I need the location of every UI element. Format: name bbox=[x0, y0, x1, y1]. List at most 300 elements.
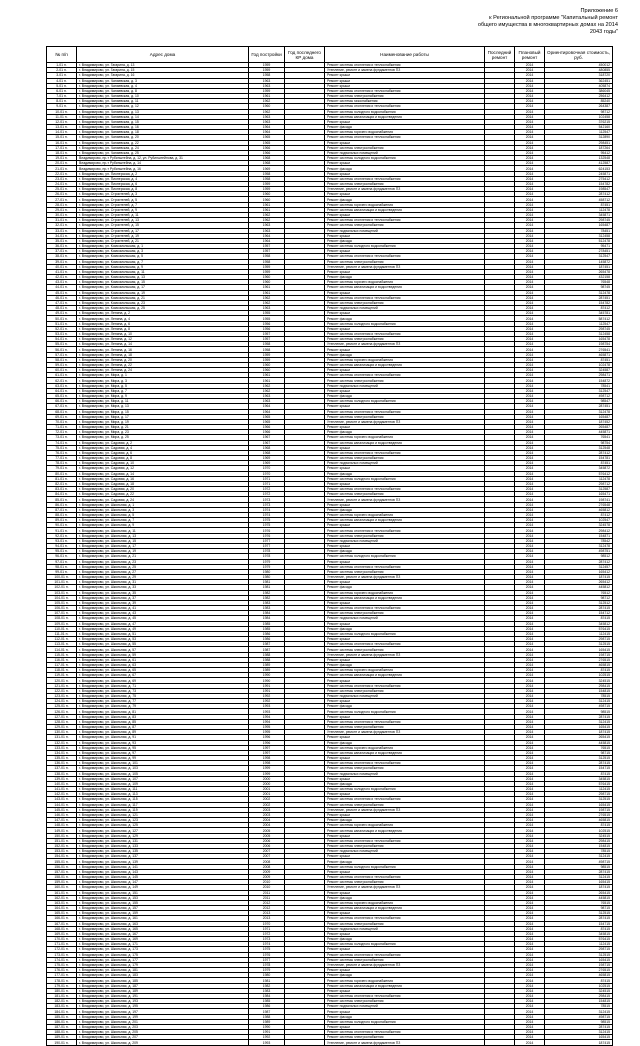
cell-cost: 445812 bbox=[545, 585, 613, 590]
table-row bbox=[47, 125, 613, 130]
cell-cost: 312478 bbox=[545, 409, 613, 414]
table-row bbox=[47, 895, 613, 900]
cell-num: 178-01 п. bbox=[47, 978, 77, 983]
cell-address: г. Владимирово, ул. Школьная, д. 77 bbox=[77, 699, 249, 704]
cell-address: г. Владимирово, ул. Школьная, д. 149 bbox=[77, 885, 249, 890]
cell-cost: 312415 bbox=[545, 719, 613, 724]
cell-num: 177-01 п. bbox=[47, 973, 77, 978]
cell-plan-year: 2014 bbox=[515, 849, 545, 854]
cell-num: 181-01 п. bbox=[47, 993, 77, 998]
cell-num: 52-01 п. bbox=[47, 326, 77, 331]
cell-num: 25-01 п. bbox=[47, 187, 77, 192]
cell-cost: 287415 bbox=[545, 761, 613, 766]
table-row bbox=[47, 869, 613, 874]
cell-cost: 98547 bbox=[545, 399, 613, 404]
cell-num: 97-01 п. bbox=[47, 559, 77, 564]
cell-work: Ремонт крыши bbox=[325, 192, 485, 197]
cell-address: г. Владимирово, ул. Школьная, д. 75 bbox=[77, 693, 249, 698]
cell-work: Ремонт системы канализации и водоотведения bbox=[325, 362, 485, 367]
cell-num: 46-01 п. bbox=[47, 295, 77, 300]
cell-num: 15-01 п. bbox=[47, 135, 77, 140]
cell-built: 1971 bbox=[249, 476, 285, 481]
cell-plan-year: 2014 bbox=[515, 321, 545, 326]
cell-address: г. Владимирово, ул. Школьная, д. 79 bbox=[77, 704, 249, 709]
cell-num: 82-01 п. bbox=[47, 481, 77, 486]
cell-address: г. Владимирово, ул. Строителей, д. 13 bbox=[77, 218, 249, 223]
cell-cost: 112415 bbox=[545, 787, 613, 792]
cell-work: Ремонт крыши bbox=[325, 171, 485, 176]
cell-address: г. Владимирово, ул. Школьная, д. 183 bbox=[77, 973, 249, 978]
cell-cost: 445815 bbox=[545, 740, 613, 745]
cell-plan-year: 2014 bbox=[515, 900, 545, 905]
cell-address: г. Владимирово, ул. Школьная, д. 117 bbox=[77, 802, 249, 807]
cell-cost: 298415 bbox=[545, 683, 613, 688]
table-row bbox=[47, 523, 613, 528]
cell-num: 61-01 п. bbox=[47, 373, 77, 378]
cell-cost: 98712 bbox=[545, 109, 613, 114]
table-row bbox=[47, 1019, 613, 1024]
cell-address: г. Владимирово, ул. Чапаевская, д. 16 bbox=[77, 125, 249, 130]
cell-built: 1966 bbox=[249, 145, 285, 150]
cell-address: г. Владимирово, ул. Чапаевская, д. 3 bbox=[77, 78, 249, 83]
cell-plan-year: 2014 bbox=[515, 492, 545, 497]
cell-address: г. Владимирово, ул. Школьная, д. 5 bbox=[77, 512, 249, 517]
cell-built: 1962 bbox=[249, 109, 285, 114]
cell-plan-year: 2014 bbox=[515, 88, 545, 93]
cell-cost: 298715 bbox=[545, 637, 613, 642]
cell-cost: 265412 bbox=[545, 580, 613, 585]
cell-address: г. Владимирово, ул. Чапаевская, д. 22 bbox=[77, 140, 249, 145]
cell-cost: 324515 bbox=[545, 988, 613, 993]
cell-cost: 102515 bbox=[545, 673, 613, 678]
cell-cost: 145872 bbox=[545, 259, 613, 264]
table-row bbox=[47, 931, 613, 936]
cell-cost: 112415 bbox=[545, 942, 613, 947]
cell-plan-year: 2014 bbox=[515, 683, 545, 688]
cell-plan-year: 2014 bbox=[515, 725, 545, 730]
table-row bbox=[47, 331, 613, 336]
cell-cost: 76515 bbox=[545, 900, 613, 905]
cell-cost: 165415 bbox=[545, 725, 613, 730]
cell-num: 13-01 п. bbox=[47, 125, 77, 130]
cell-plan-year: 2014 bbox=[515, 554, 545, 559]
cell-plan-year: 2014 bbox=[515, 430, 545, 435]
cell-address: г. Владимирово, ул. Школьная, д. 83 bbox=[77, 714, 249, 719]
table-row bbox=[47, 259, 613, 264]
cell-cost: 576415 bbox=[545, 626, 613, 631]
table-row bbox=[47, 735, 613, 740]
table-row bbox=[47, 352, 613, 357]
cell-cost: 98745 bbox=[545, 285, 613, 290]
cell-num: 188-01 п. bbox=[47, 1030, 77, 1035]
cell-work: Ремонт системы холодного водоснабжения bbox=[325, 321, 485, 326]
cell-built: 1964 bbox=[249, 233, 285, 238]
cell-address: г. Владимирово, ул. Ленина, д. 24 bbox=[77, 368, 249, 373]
cell-cost: 112478 bbox=[545, 476, 613, 481]
cell-address: г. Владимирово, ул. Школьная, д. 57 bbox=[77, 647, 249, 652]
cell-built: 1964 bbox=[249, 125, 285, 130]
cell-cost: 276515 bbox=[545, 657, 613, 662]
cell-plan-year: 2014 bbox=[515, 983, 545, 988]
cell-work: Ремонт крыши bbox=[325, 1009, 485, 1014]
cell-address: г. Владимирово, ул. Школьная, д. 25 bbox=[77, 564, 249, 569]
cell-num: 74-01 п. bbox=[47, 440, 77, 445]
table-row bbox=[47, 559, 613, 564]
table-row bbox=[47, 802, 613, 807]
cell-address: г. Владимирово, ул. Школьная, д. 157 bbox=[77, 906, 249, 911]
cell-num: 19-01 п. bbox=[47, 156, 77, 161]
cell-num: 59-01 п. bbox=[47, 362, 77, 367]
cell-num: 17-01 п. bbox=[47, 145, 77, 150]
cell-built: 1982 bbox=[249, 590, 285, 595]
cell-work: Утепление, ремонт и замена фундаментов ПЗ bbox=[325, 575, 485, 580]
cell-built: 1960 bbox=[249, 192, 285, 197]
cell-address: г. Владимирово, ул. Школьная, д. 209 bbox=[77, 1040, 249, 1045]
cell-plan-year: 2014 bbox=[515, 523, 545, 528]
cell-num: 165-01 п. bbox=[47, 911, 77, 916]
cell-work: Ремонт фасада bbox=[325, 549, 485, 554]
cell-address: г. Владимирово, ул. Ленина, д. 6 bbox=[77, 321, 249, 326]
cell-built: 1965 bbox=[249, 140, 285, 145]
cell-plan-year: 2014 bbox=[515, 590, 545, 595]
cell-plan-year: 2014 bbox=[515, 445, 545, 450]
cell-plan-year: 2014 bbox=[515, 502, 545, 507]
cell-cost: 298412 bbox=[545, 528, 613, 533]
cell-num: 40-01 п. bbox=[47, 264, 77, 269]
cell-cost: 287412 bbox=[545, 559, 613, 564]
cell-num: 67-01 п. bbox=[47, 404, 77, 409]
cell-plan-year: 2014 bbox=[515, 606, 545, 611]
cell-plan-year: 2014 bbox=[515, 828, 545, 833]
cell-work: Ремонт системы горячего водоснабжения bbox=[325, 668, 485, 673]
cell-cost: 345872 bbox=[545, 466, 613, 471]
cell-cost: 498751 bbox=[545, 549, 613, 554]
cell-built: 1987 bbox=[249, 1009, 285, 1014]
cell-work: Ремонт крыши bbox=[325, 947, 485, 952]
cell-address: г. Владимирово, ул. Комсомольская, д. 23 bbox=[77, 300, 249, 305]
cell-built: 1972 bbox=[249, 492, 285, 497]
cell-cost: 112415 bbox=[545, 631, 613, 636]
cell-address: г. Владимирово, ул. Строителей, д. 17 bbox=[77, 228, 249, 233]
cell-built: 2008 bbox=[249, 859, 285, 864]
cell-num: 7-01 п. bbox=[47, 94, 77, 99]
cell-address: г. Владимирово, ул. Комсомольская, д. 21 bbox=[77, 295, 249, 300]
cell-plan-year: 2014 bbox=[515, 575, 545, 580]
cell-cost: 102515 bbox=[545, 983, 613, 988]
cell-built: 2011 bbox=[249, 895, 285, 900]
cell-num: 56-01 п. bbox=[47, 347, 77, 352]
table-row bbox=[47, 631, 613, 636]
cell-address: г. Владимирово, ул. Школьная, д. 195 bbox=[77, 1004, 249, 1009]
cell-plan-year: 2014 bbox=[515, 533, 545, 538]
cell-address: г. Владимирово, ул. Чапаевская, д. 12 bbox=[77, 104, 249, 109]
cell-built: 1960 bbox=[249, 368, 285, 373]
cell-work: Ремонт фасада bbox=[325, 818, 485, 823]
cell-work: Ремонт системы отопления и теплоснабжения bbox=[325, 176, 485, 181]
cell-cost: 154781 bbox=[545, 456, 613, 461]
cell-cost: 76515 bbox=[545, 745, 613, 750]
cell-plan-year: 2014 bbox=[515, 864, 545, 869]
table-row bbox=[47, 642, 613, 647]
cell-num: 184-01 п. bbox=[47, 1009, 77, 1014]
cell-address: г. Владимирово, ул. Комсомольская, д. 13 bbox=[77, 275, 249, 280]
cell-built: 1962 bbox=[249, 99, 285, 104]
table-row bbox=[47, 68, 613, 73]
table-row bbox=[47, 859, 613, 864]
cell-plan-year: 2014 bbox=[515, 637, 545, 642]
cell-work: Ремонт фасада bbox=[325, 781, 485, 786]
table-row bbox=[47, 595, 613, 600]
table-row bbox=[47, 502, 613, 507]
cell-built: 1980 bbox=[249, 569, 285, 574]
cell-num: 179-01 п. bbox=[47, 983, 77, 988]
cell-cost: 576412 bbox=[545, 471, 613, 476]
cell-work: Ремонт системы отопления и теплоснабжения bbox=[325, 295, 485, 300]
cell-address: г. Владимирово, ул. Чапаевская, д. 18 bbox=[77, 130, 249, 135]
cell-plan-year: 2014 bbox=[515, 254, 545, 259]
cell-num: 16-01 п. bbox=[47, 140, 77, 145]
cell-num: 114-01 п. bbox=[47, 647, 77, 652]
cell-built: 2008 bbox=[249, 864, 285, 869]
cell-built: 1963 bbox=[249, 78, 285, 83]
cell-num: 37-01 п. bbox=[47, 249, 77, 254]
cell-num: 30-01 п. bbox=[47, 212, 77, 217]
cell-plan-year: 2014 bbox=[515, 880, 545, 885]
cell-work: Ремонт системы канализации и водоотведения bbox=[325, 673, 485, 678]
table-row bbox=[47, 983, 613, 988]
cell-plan-year: 2014 bbox=[515, 290, 545, 295]
cell-built: 1964 bbox=[249, 130, 285, 135]
cell-cost: 87415 bbox=[545, 616, 613, 621]
cell-work: Ремонт фасада bbox=[325, 166, 485, 171]
cell-built: 1977 bbox=[249, 957, 285, 962]
cell-cost: 498715 bbox=[545, 859, 613, 864]
cell-cost: 187415 bbox=[545, 1040, 613, 1045]
cell-work: Ремонт крыши bbox=[325, 404, 485, 409]
table-row bbox=[47, 766, 613, 771]
cell-num: 88-01 п. bbox=[47, 512, 77, 517]
cell-work: Ремонт системы горячего водоснабжения bbox=[325, 900, 485, 905]
cell-cost: 165415 bbox=[545, 1035, 613, 1040]
cell-cost: 198741 bbox=[545, 497, 613, 502]
cell-built: 1973 bbox=[249, 502, 285, 507]
table-row bbox=[47, 937, 613, 942]
table-row bbox=[47, 94, 613, 99]
cell-plan-year: 2014 bbox=[515, 378, 545, 383]
cell-num: 112-01 п. bbox=[47, 637, 77, 642]
cell-plan-year: 2014 bbox=[515, 94, 545, 99]
cell-work: Ремонт системы горячего водоснабжения bbox=[325, 512, 485, 517]
table-row bbox=[47, 797, 613, 802]
cell-work: Ремонт крыши bbox=[325, 657, 485, 662]
cell-address: г. Владимирово, ул. Школьная, д. 17 bbox=[77, 543, 249, 548]
table-row bbox=[47, 445, 613, 450]
cell-plan-year: 2014 bbox=[515, 166, 545, 171]
cell-cost: 324587 bbox=[545, 368, 613, 373]
cell-address: г. Владимирово, ул. Ленина, д. 14 bbox=[77, 342, 249, 347]
cell-address: г. Владимирово, ул. Школьная, д. 87 bbox=[77, 725, 249, 730]
cell-num: 38-01 п. bbox=[47, 254, 77, 259]
cell-plan-year: 2014 bbox=[515, 187, 545, 192]
cell-address: г. Владимирово, ул. Мира, д. 13 bbox=[77, 404, 249, 409]
cell-num: 174-01 п. bbox=[47, 957, 77, 962]
cell-work: Ремонт системы электроснабжения bbox=[325, 300, 485, 305]
cell-num: 62-01 п. bbox=[47, 378, 77, 383]
cell-cost: 187415 bbox=[545, 575, 613, 580]
cell-num: 71-01 п. bbox=[47, 425, 77, 430]
cell-cost: 165478 bbox=[545, 337, 613, 342]
cell-built: 1965 bbox=[249, 135, 285, 140]
cell-plan-year: 2014 bbox=[515, 631, 545, 636]
cell-built: 1959 bbox=[249, 68, 285, 73]
cell-plan-year: 2014 bbox=[515, 812, 545, 817]
cell-cost: 287415 bbox=[545, 916, 613, 921]
cell-work: Ремонт системы отопления и теплоснабжения bbox=[325, 88, 485, 93]
table-row bbox=[47, 771, 613, 776]
cell-cost: 287415 bbox=[545, 606, 613, 611]
cell-num: 127-01 п. bbox=[47, 714, 77, 719]
cell-cost: 87451 bbox=[545, 202, 613, 207]
cell-work: Ремонт системы электроснабжения bbox=[325, 337, 485, 342]
cell-plan-year: 2014 bbox=[515, 662, 545, 667]
cell-work: Ремонт крыши bbox=[325, 481, 485, 486]
cell-work: Ремонт системы канализации и водоотведения bbox=[325, 440, 485, 445]
cell-cost: 95471 bbox=[545, 244, 613, 249]
cell-built: 1994 bbox=[249, 714, 285, 719]
cell-work: Ремонт крыши bbox=[325, 326, 485, 331]
cell-work: Ремонт крыши bbox=[325, 212, 485, 217]
cell-address: г. Владимирово, ул. Школьная, д. 47 bbox=[77, 621, 249, 626]
cell-work: Ремонт системы отопления и теплоснабжения bbox=[325, 683, 485, 688]
table-row bbox=[47, 952, 613, 957]
cell-num: 126-01 п. bbox=[47, 709, 77, 714]
table-row bbox=[47, 662, 613, 667]
cell-address: г. Владимирово, ул. Садовая, д. 4 bbox=[77, 445, 249, 450]
cell-cost: 165487 bbox=[545, 223, 613, 228]
cell-built: 1960 bbox=[249, 197, 285, 202]
cell-num: 12-01 п. bbox=[47, 119, 77, 124]
cell-work: Ремонт системы электроснабжения bbox=[325, 647, 485, 652]
cell-plan-year: 2014 bbox=[515, 1004, 545, 1009]
table-row bbox=[47, 471, 613, 476]
cell-num: 10-01 п. bbox=[47, 109, 77, 114]
cell-plan-year: 2014 bbox=[515, 549, 545, 554]
table-row bbox=[47, 347, 613, 352]
table-row bbox=[47, 507, 613, 512]
cell-address: г. Владимирово, ул. Школьная, д. 65 bbox=[77, 668, 249, 673]
cell-address: г. Владимирово, ул. Школьная, д. 151 bbox=[77, 890, 249, 895]
appendix-line-2: к Региональной программе "Капитальный ремонт bbox=[489, 15, 618, 21]
cell-address: г. Владимирово, ул. Чапаевская, д. 24 bbox=[77, 145, 249, 150]
cell-cost: 198754 bbox=[545, 342, 613, 347]
cell-address: г. Владимирово, ул. Школьная, д. 67 bbox=[77, 673, 249, 678]
cell-plan-year: 2014 bbox=[515, 518, 545, 523]
cell-address: г. Владимирово, ул. Мира, д. 11 bbox=[77, 399, 249, 404]
table-row bbox=[47, 1009, 613, 1014]
table-row bbox=[47, 135, 613, 140]
cell-work: Ремонт крыши bbox=[325, 756, 485, 761]
cell-built: 1997 bbox=[249, 745, 285, 750]
table-row bbox=[47, 269, 613, 274]
cell-address: г. Владимирово, ул. Школьная, д. 163 bbox=[77, 921, 249, 926]
cell-plan-year: 2014 bbox=[515, 176, 545, 181]
cell-num: 99-01 п. bbox=[47, 569, 77, 574]
cell-work: Ремонт крыши bbox=[325, 792, 485, 797]
cell-plan-year: 2014 bbox=[515, 957, 545, 962]
cell-address: г. Владимирово, ул. Школьная, д. 19 bbox=[77, 549, 249, 554]
cell-cost: 98712 bbox=[545, 595, 613, 600]
cell-work: Ремонт системы электроснабжения bbox=[325, 456, 485, 461]
cell-work: Ремонт системы холодного водоснабжения bbox=[325, 709, 485, 714]
cell-address: г. Владимирово, ул. Школьная, д. 159 bbox=[77, 911, 249, 916]
cell-cost: 512478 bbox=[545, 238, 613, 243]
cell-plan-year: 2014 bbox=[515, 63, 545, 68]
cell-cost: 112478 bbox=[545, 207, 613, 212]
table-row bbox=[47, 745, 613, 750]
cell-num: 90-01 п. bbox=[47, 523, 77, 528]
cell-cost: 78515 bbox=[545, 849, 613, 854]
cell-num: 65-01 п. bbox=[47, 394, 77, 399]
cell-address: г. Владимирово, ул. Школьная, д. 125 bbox=[77, 823, 249, 828]
cell-address: г. Владимирово, ул. Садовая, д. 22 bbox=[77, 492, 249, 497]
cell-built: 1979 bbox=[249, 559, 285, 564]
cell-cost: 287415 bbox=[545, 714, 613, 719]
cell-plan-year: 2014 bbox=[515, 843, 545, 848]
cell-cost: 264387 bbox=[545, 104, 613, 109]
cell-plan-year: 2014 bbox=[515, 435, 545, 440]
cell-num: 80-01 п. bbox=[47, 471, 77, 476]
cell-built: 1989 bbox=[249, 662, 285, 667]
cell-work: Ремонт системы электроснабжения bbox=[325, 181, 485, 186]
cell-built: 1964 bbox=[249, 409, 285, 414]
cell-built: 1961 bbox=[249, 202, 285, 207]
cell-cost: 265478 bbox=[545, 269, 613, 274]
cell-address: г. Владимирово, ул. Школьная, д. 131 bbox=[77, 838, 249, 843]
cell-work: Ремонт системы горячего водоснабжения bbox=[325, 202, 485, 207]
cell-address: г. Владимирово, ул. Школьная, д. 21 bbox=[77, 554, 249, 559]
cell-built: 1962 bbox=[249, 212, 285, 217]
cell-num: 68-01 п. bbox=[47, 409, 77, 414]
cell-plan-year: 2014 bbox=[515, 978, 545, 983]
cell-plan-year: 2014 bbox=[515, 114, 545, 119]
cell-cost: 198715 bbox=[545, 807, 613, 812]
cell-plan-year: 2014 bbox=[515, 838, 545, 843]
table-row bbox=[47, 368, 613, 373]
cell-work: Ремонт системы горячего водоснабжения bbox=[325, 823, 485, 828]
cell-work: Ремонт системы электроснабжения bbox=[325, 766, 485, 771]
table-row bbox=[47, 1014, 613, 1019]
cell-work: Ремонт крыши bbox=[325, 368, 485, 373]
cell-address: г. Владимирово, ул. Школьная, д. 101 bbox=[77, 761, 249, 766]
cell-work: Ремонт системы холодного водоснабжения bbox=[325, 942, 485, 947]
table-header-row bbox=[47, 47, 613, 63]
table-row bbox=[47, 709, 613, 714]
cell-cost: 102478 bbox=[545, 362, 613, 367]
cell-num: 98-01 п. bbox=[47, 564, 77, 569]
cell-cost: 76512 bbox=[545, 590, 613, 595]
cell-built: 1957 bbox=[249, 337, 285, 342]
cell-num: 29-01 п. bbox=[47, 207, 77, 212]
cell-plan-year: 2014 bbox=[515, 869, 545, 874]
cell-num: 125-01 п. bbox=[47, 704, 77, 709]
cell-built: 2005 bbox=[249, 833, 285, 838]
cell-built: 1965 bbox=[249, 419, 285, 424]
header-work: Наименование работы bbox=[325, 47, 485, 63]
cell-work: Ремонт системы канализации и водоотведения bbox=[325, 595, 485, 600]
cell-plan-year: 2014 bbox=[515, 1009, 545, 1014]
cell-work: Ремонт крыши bbox=[325, 735, 485, 740]
cell-plan-year: 2014 bbox=[515, 833, 545, 838]
